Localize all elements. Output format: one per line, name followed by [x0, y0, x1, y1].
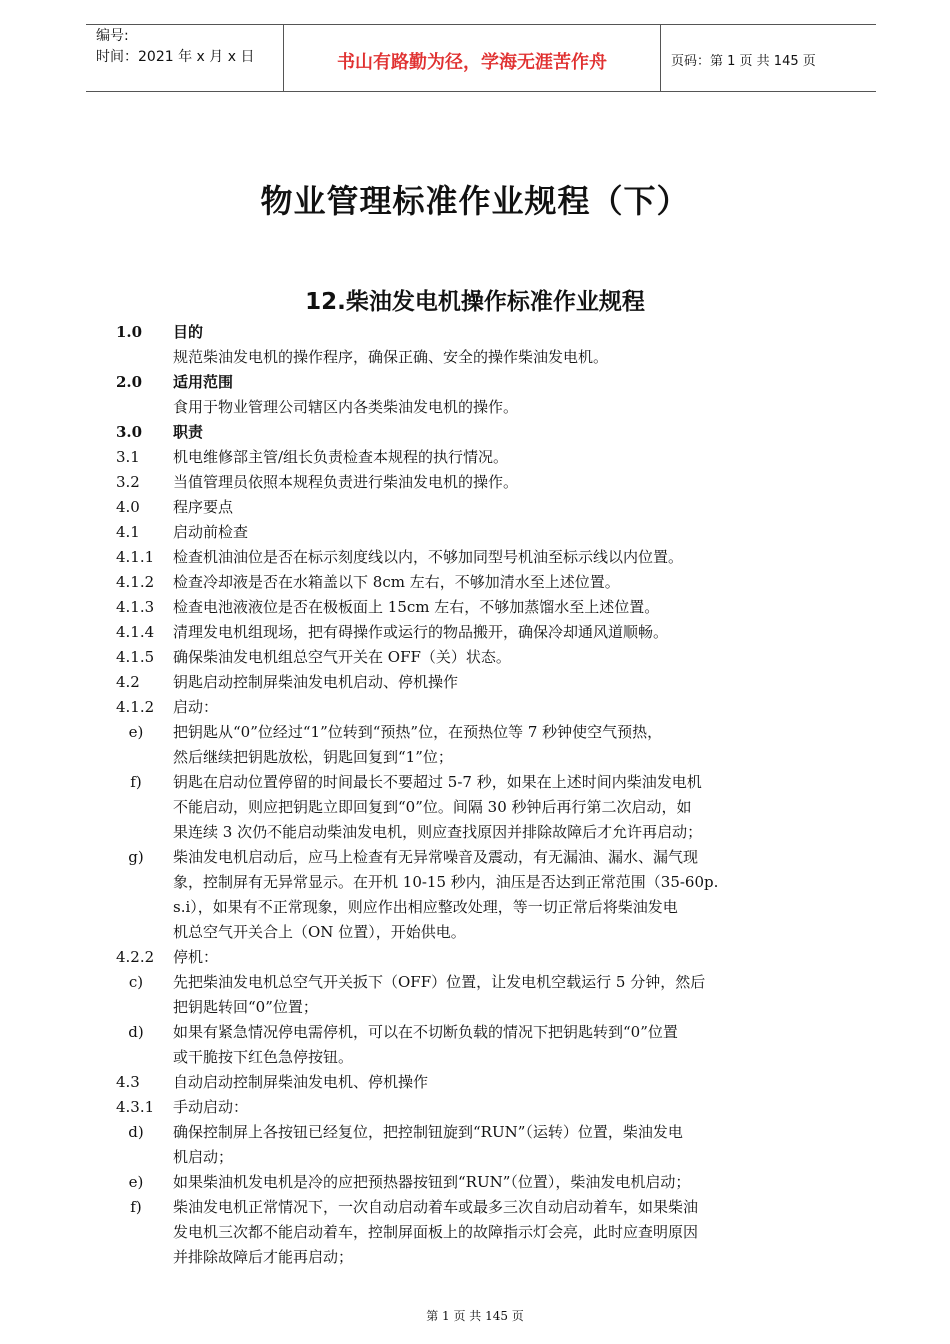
- item-text: 自动启动控制屏柴油发电机、停机操作: [173, 1073, 429, 1091]
- body-line: [116, 945, 856, 970]
- item-text: 确保控制屏上各按钮已经复位，把控制钮旋到“RUN”（运转）位置，柴油发电: [173, 1123, 683, 1141]
- item-text: 钥匙启动控制屏柴油发电机启动、停机操作: [173, 673, 459, 691]
- body-line: [116, 1045, 856, 1070]
- body-line: [116, 920, 856, 945]
- body-line: [116, 895, 856, 920]
- item-number: [116, 820, 173, 845]
- page-header: [86, 24, 876, 94]
- body-line: [116, 1170, 856, 1195]
- body-line: [116, 1070, 856, 1095]
- body-line: [116, 820, 856, 845]
- item-text: 机总空气开关合上（ON 位置），开始供电。: [173, 923, 466, 941]
- item-number: [116, 895, 173, 920]
- item-text: 机启动；: [173, 1148, 234, 1166]
- item-number: 4.1.1: [116, 548, 155, 566]
- item-text: 不能启动，则应把钥匙立即回复到“0”位。间隔 30 秒钟后再行第二次启动，如: [173, 798, 692, 816]
- item-number: g): [128, 848, 144, 866]
- body-line: [116, 345, 856, 370]
- body-line: [116, 570, 856, 595]
- item-number: 3.0: [116, 423, 143, 441]
- item-text: s.i），如果有不正常现象，则应作出相应整改处理，等一切正常后将柴油发电: [173, 898, 678, 916]
- item-text: 当值管理员依照本规程负责进行柴油发电机的操作。: [173, 473, 519, 491]
- body-line: [116, 720, 856, 745]
- item-text: 象，控制屏有无异常显示。在开机 10-15 秒内，油压是否达到正常范围（35-60p.: [173, 873, 719, 891]
- item-text: 规范柴油发电机的操作程序，确保正确、安全的操作柴油发电机。: [173, 348, 609, 366]
- item-number: [116, 745, 173, 770]
- body-line: [116, 1245, 856, 1270]
- section-heading: [116, 320, 856, 345]
- item-number: 4.3.1: [116, 1098, 155, 1116]
- item-number: [116, 920, 173, 945]
- item-text: 如果柴油机发电机是冷的应把预热器按钮到“RUN”（位置），柴油发电机启动；: [173, 1173, 691, 1191]
- item-number: 4.1.2: [116, 573, 155, 591]
- item-text: 柴油发电机正常情况下，一次自动启动着车或最多三次自动启动着车，如果柴油: [173, 1198, 699, 1216]
- item-number: [116, 1220, 173, 1245]
- header-bottom-rule: [86, 91, 876, 92]
- document-body: [116, 320, 856, 1270]
- item-number: 4.1.5: [116, 648, 155, 666]
- item-text: 然后继续把钥匙放松，钥匙回复到“1”位；: [173, 748, 453, 766]
- item-number: [116, 995, 173, 1020]
- item-text: 程序要点: [173, 498, 234, 516]
- item-number: 4.2.2: [116, 948, 155, 966]
- body-line: [116, 470, 856, 495]
- body-line: [116, 1195, 856, 1220]
- body-line: [116, 1020, 856, 1045]
- item-text: 职责: [173, 423, 204, 441]
- item-text: 检查冷却液是否在水箱盖以下 8cm 左右，不够加清水至上述位置。: [173, 573, 620, 591]
- item-number: [116, 1045, 173, 1070]
- item-text: 先把柴油发电机总空气开关扳下（OFF）位置，让发电机空载运行 5 分钟，然后: [173, 973, 706, 991]
- body-line: [116, 1120, 856, 1145]
- section-heading: [116, 420, 856, 445]
- body-line: [116, 845, 856, 870]
- item-text: 并排除故障后才能再启动；: [173, 1248, 354, 1266]
- document-title: 物业管理标准作业规程（下）: [260, 182, 690, 220]
- body-line: [116, 645, 856, 670]
- body-line: [116, 1095, 856, 1120]
- body-line: [116, 795, 856, 820]
- body-line: [116, 670, 856, 695]
- item-number: [116, 395, 173, 420]
- item-text: 检查电池液液位是否在极板面上 15cm 左右，不够加蒸馏水至上述位置。: [173, 598, 660, 616]
- item-number: [116, 795, 173, 820]
- body-line: [116, 870, 856, 895]
- item-number: 3.2: [116, 473, 140, 491]
- item-text: 把钥匙转回“0”位置；: [173, 998, 318, 1016]
- body-line: [116, 695, 856, 720]
- body-line: [116, 620, 856, 645]
- item-text: 柴油发电机启动后，应马上检查有无异常噪音及震动，有无漏油、漏水、漏气现: [173, 848, 699, 866]
- time-label: 时间：2021 年 x 月 x 日: [96, 49, 255, 65]
- item-text: 如果有紧急情况停电需停机，可以在不切断负载的情况下把钥匙转到“0”位置: [173, 1023, 678, 1041]
- item-number: [116, 870, 173, 895]
- body-line: [116, 595, 856, 620]
- body-line: [116, 395, 856, 420]
- item-number: 4.1: [116, 523, 140, 541]
- body-line: [116, 995, 856, 1020]
- item-number: 4.1.3: [116, 598, 155, 616]
- item-text: 启动前检查: [173, 523, 249, 541]
- body-line: [116, 495, 856, 520]
- header-top-rule: [86, 24, 876, 25]
- body-line: [116, 445, 856, 470]
- item-text: 检查机油油位是否在标示刻度线以内，不够加同型号机油至标示线以内位置。: [173, 548, 684, 566]
- body-line: [116, 770, 856, 795]
- item-number: 4.3: [116, 1073, 140, 1091]
- item-number: 3.1: [116, 448, 140, 466]
- item-number: 4.1.2: [116, 698, 155, 716]
- body-line: [116, 745, 856, 770]
- item-number: [116, 1145, 173, 1170]
- item-number: 2.0: [116, 373, 143, 391]
- section-title: 12.柴油发电机操作标准作业规程: [305, 289, 645, 315]
- body-line: [116, 1145, 856, 1170]
- item-number: 4.1.4: [116, 623, 155, 641]
- item-text: 或干脆按下红色急停按钮。: [173, 1048, 354, 1066]
- item-text: 钥匙在启动位置停留的时间最长不要超过 5-7 秒，如果在上述时间内柴油发电机: [173, 773, 702, 791]
- item-text: 停机：: [173, 948, 219, 966]
- item-number: d): [128, 1123, 144, 1141]
- body-line: [116, 970, 856, 995]
- header-page-info: 页码：第 1 页 共 145 页: [671, 54, 816, 69]
- section-heading: [116, 370, 856, 395]
- header-meta: [96, 26, 254, 68]
- item-number: e): [128, 1173, 144, 1191]
- item-number: 4.2: [116, 673, 140, 691]
- item-number: [116, 345, 173, 370]
- number-label: 编号:: [96, 28, 129, 44]
- item-text: 清理发电机组现场，把有碍操作或运行的物品搬开，确保冷却通风道顺畅。: [173, 623, 669, 641]
- item-number: 4.0: [116, 498, 140, 516]
- item-text: 目的: [173, 323, 204, 341]
- body-line: [116, 1220, 856, 1245]
- item-number: e): [128, 723, 144, 741]
- item-text: 适用范围: [173, 373, 234, 391]
- item-number: [116, 1245, 173, 1270]
- item-number: f): [130, 1198, 142, 1216]
- item-text: 确保柴油发电机组总空气开关在 OFF（关）状态。: [173, 648, 511, 666]
- body-line: [116, 520, 856, 545]
- item-text: 手动启动：: [173, 1098, 249, 1116]
- body-line: [116, 545, 856, 570]
- item-text: 发电机三次都不能启动着车，控制屏面板上的故障指示灯会亮，此时应查明原因: [173, 1223, 699, 1241]
- header-motto: 书山有路勤为径，学海无涯苦作舟: [337, 52, 607, 73]
- item-number: d): [128, 1023, 144, 1041]
- item-text: 把钥匙从“0”位经过“1”位转到“预热”位，在预热位等 7 秒钟使空气预热，: [173, 723, 663, 741]
- item-text: 果连续 3 次仍不能启动柴油发电机，则应查找原因并排除故障后才允许再启动；: [173, 823, 703, 841]
- item-text: 机电维修部主管/组长负责检查本规程的执行情况。: [173, 448, 509, 466]
- header-divider: [660, 24, 661, 92]
- item-text: 启动：: [173, 698, 219, 716]
- item-number: f): [130, 773, 142, 791]
- item-number: 1.0: [116, 323, 143, 341]
- page-footer: 第 1 页 共 145 页: [426, 1309, 524, 1323]
- item-text: 食用于物业管理公司辖区内各类柴油发电机的操作。: [173, 398, 519, 416]
- item-number: c): [128, 973, 144, 991]
